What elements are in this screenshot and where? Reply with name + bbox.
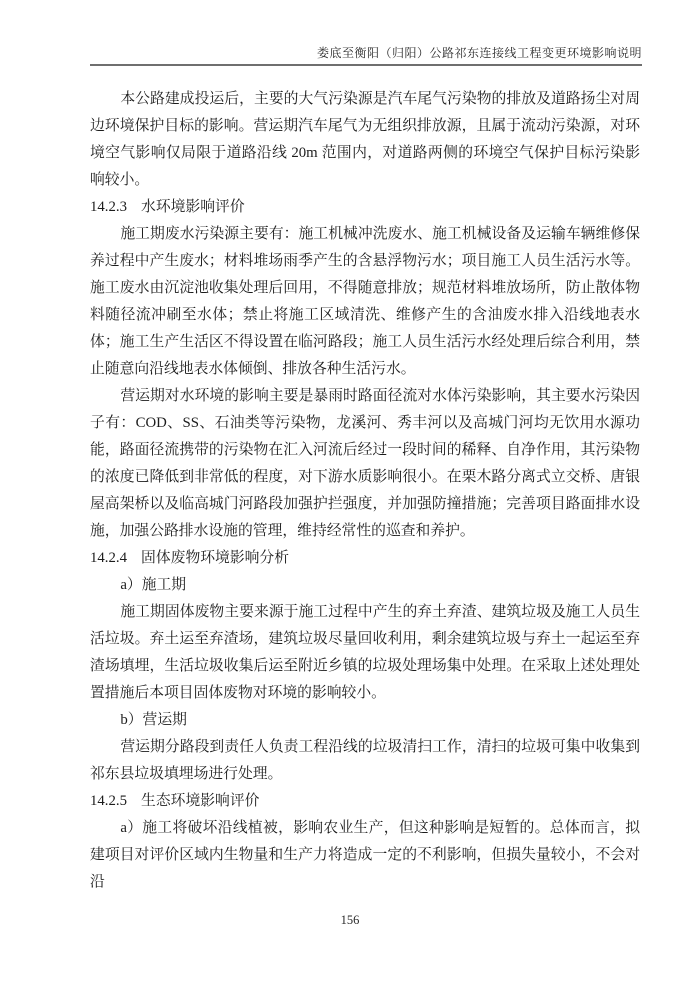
running-header-title: 娄底至衡阳（归阳）公路祁东连接线工程变更环境影响说明 [316, 46, 642, 60]
subitem-b-operation-period-label: b）营运期 [120, 712, 187, 728]
section-number: 14.2.4 [90, 550, 127, 566]
section-number: 14.2.5 [90, 793, 127, 809]
page-number: 156 [340, 913, 360, 927]
subitem-a-construction-period-label: a）施工期 [120, 577, 187, 593]
paragraph-ecology-impact: a）施工将破坏沿线植被，影响农业生产，但这种影响是短暂的。总体而言，拟建项目对评价区域内生物量和生产力将造成一定的不利影响，但损失量较小，不会对沿 [90, 820, 640, 890]
paragraph-construction-wastewater: 施工期废水污染源主要有：施工机械冲洗废水、施工机械设备及运输车辆维修保养过程中产生废水；材料堆场雨季产生的含悬浮物污水；项目施工人员生活污水等。施工废水由沉淀池收集处理后回用，不得随意排放；规范材料堆放场所，防止散体物料随径流冲刷至水体；禁止将施工区域清洗、维修产生的含油废水排入沿线地表水体；施工生产生活区不得设置在临河路段；施工人员生活污水经处理后综合利用，禁止随意向沿线地表水体倾倒、排放各种生活污水。 [90, 226, 640, 377]
section-heading-14-2-3 [90, 194, 640, 221]
section-title: 固体废物环境影响分析 [141, 550, 290, 566]
document-body [90, 86, 640, 896]
paragraph-construction-solid-waste: 施工期固体废物主要来源于施工过程中产生的弃土弃渣、建筑垃圾及施工人员生活垃圾。弃土运至弃渣场，建筑垃圾尽量回收利用，剩余建筑垃圾与弃土一起运至弃渣场填埋，生活垃圾收集后运至附近乡镇的垃圾处理场集中处理。在采取上述处理处置措施后本项目固体废物对环境的影响较小。 [90, 604, 640, 701]
page-header [90, 44, 642, 66]
header-rule [90, 64, 642, 66]
section-heading-14-2-4 [90, 545, 640, 572]
page-footer [0, 913, 700, 928]
section-number: 14.2.3 [90, 199, 127, 215]
section-title: 水环境影响评价 [141, 199, 245, 215]
section-heading-14-2-5 [90, 788, 640, 815]
paragraph-air-impact: 本公路建成投运后，主要的大气污染源是汽车尾气污染物的排放及道路扬尘对周边环境保护目标的影响。营运期汽车尾气为无组织排放源，且属于流动污染源，对环境空气影响仅局限于道路沿线 20m 范围内，对道路两侧的环境空气保护目标污染影响较小。 [90, 91, 640, 188]
section-title: 生态环境影响评价 [141, 793, 260, 809]
paragraph-operation-water-impact: 营运期对水环境的影响主要是暴雨时路面径流对水体污染影响，其主要水污染因子有：COD、SS、石油类等污染物，龙溪河、秀丰河以及高城门河均无饮用水源功能，路面径流携带的污染物在汇入河流后经过一段时间的稀释、自净作用，其污染物的浓度已降低到非常低的程度，对下游水质影响很小。在栗木路分离式立交桥、唐银屋高架桥以及临高城门河路段加强护拦强度，并加强防撞措施；完善项目路面排水设施，加强公路排水设施的管理，维持经常性的巡查和养护。 [90, 388, 640, 539]
paragraph-operation-solid-waste: 营运期分路段到责任人负责工程沿线的垃圾清扫工作，清扫的垃圾可集中收集到祁东县垃圾填埋场进行处理。 [90, 739, 640, 782]
